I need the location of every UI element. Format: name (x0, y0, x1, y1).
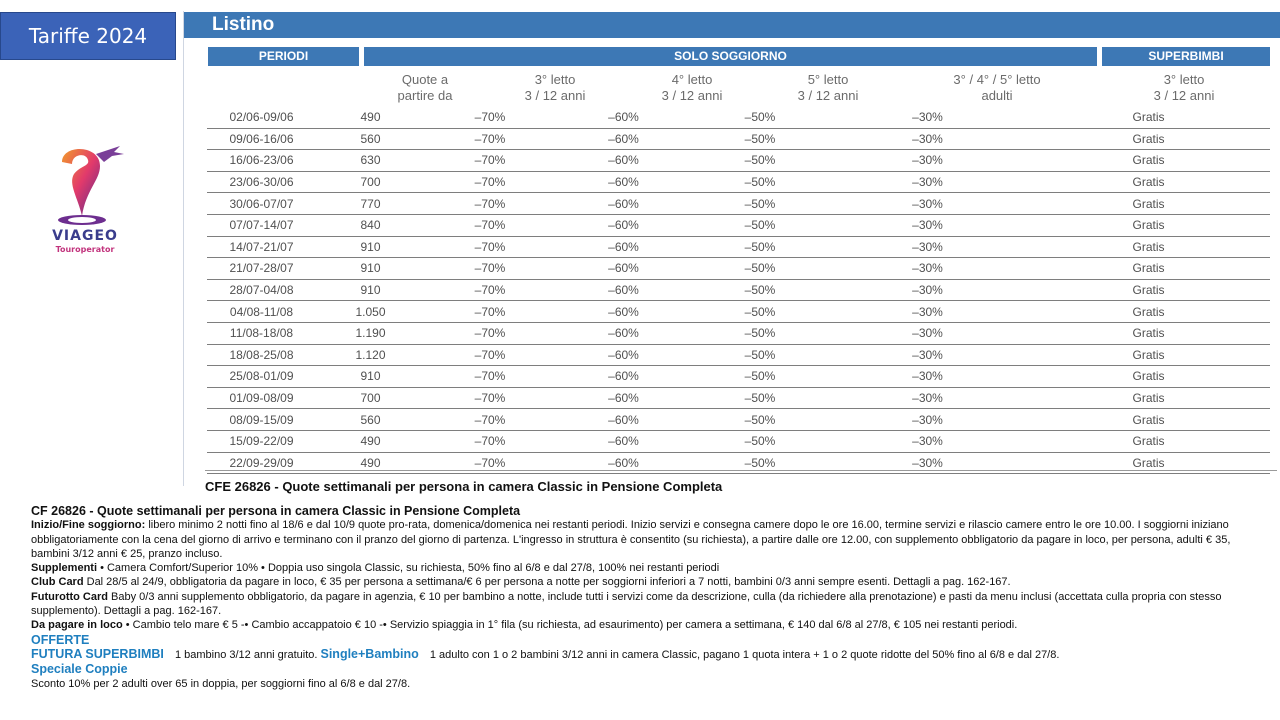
table-cell: Gratis (1027, 322, 1270, 344)
subheader-line2: 3 / 12 anni (661, 88, 723, 103)
offer-futura-label: FUTURA SUPERBIMBI (31, 646, 164, 661)
table-caption: CFE 26826 - Quote settimanali per persona in camera Classic in Pensione Completa (205, 470, 1277, 494)
table-cell: –50% (692, 150, 828, 172)
table-row (207, 344, 1270, 366)
table-cell: 630 (316, 150, 425, 172)
table-cell: –70% (425, 301, 555, 323)
table-cell: –50% (692, 171, 828, 193)
viageo-logo-icon (40, 140, 130, 230)
table-cell: 28/07-04/08 (207, 279, 316, 301)
note-inizio-label: Inizio/Fine soggiorno: (31, 519, 146, 532)
table-cell: –30% (828, 409, 1027, 431)
note-futurotto-label: Futurotto Card (31, 590, 108, 603)
note-club-card (31, 575, 1246, 589)
table-cell: –50% (692, 301, 828, 323)
table-cell: 14/07-21/07 (207, 236, 316, 258)
table-cell: 01/09-08/09 (207, 387, 316, 409)
table-cell: –60% (555, 279, 692, 301)
subheader-line2: 3 / 12 anni (1153, 88, 1215, 103)
table-cell: –50% (692, 322, 828, 344)
table-cell: –60% (555, 258, 692, 280)
table-cell: 15/09-22/09 (207, 430, 316, 452)
subheader-line1: Quote a (401, 72, 449, 87)
offer-futura (31, 647, 1246, 662)
table-cell: –60% (555, 344, 692, 366)
table-cell: –30% (828, 107, 1027, 128)
table-cell: –60% (555, 236, 692, 258)
table-cell: 560 (316, 409, 425, 431)
table-cell: –50% (692, 128, 828, 150)
price-table (207, 107, 1270, 474)
table-cell: –50% (692, 366, 828, 388)
logo-subtitle: Touroperator (55, 245, 115, 254)
table-cell: 560 (316, 128, 425, 150)
table-cell: –30% (828, 128, 1027, 150)
table-cell: –30% (828, 430, 1027, 452)
table-cell: 25/08-01/09 (207, 366, 316, 388)
table-cell: 910 (316, 236, 425, 258)
table-cell: Gratis (1027, 387, 1270, 409)
table-cell: 910 (316, 279, 425, 301)
table-cell: –30% (828, 214, 1027, 236)
subheader-5-letto (798, 72, 859, 104)
year-badge: Tariffe 2024 (0, 12, 176, 60)
subheader-superbimbi (1154, 72, 1215, 104)
subheader-adulti (953, 72, 1040, 104)
table-cell: 07/07-14/07 (207, 214, 316, 236)
table-cell: –70% (425, 387, 555, 409)
table-cell: –60% (555, 430, 692, 452)
table-cell: 1.050 (316, 301, 425, 323)
table-cell: –30% (828, 366, 1027, 388)
table-cell: –50% (692, 258, 828, 280)
table-row (207, 366, 1270, 388)
table-cell: Gratis (1027, 171, 1270, 193)
table-cell: Gratis (1027, 279, 1270, 301)
table-cell: –60% (555, 409, 692, 431)
subheader-line1: 4° letto (671, 72, 713, 87)
table-row (207, 387, 1270, 409)
note-inizio-text: libero minimo 2 notti fino al 18/6 e dal 10/9 quote pro-rata, domenica/domenica nei restanti periodi. Inizio servizi e consegna camere dopo le ore 16.00, termine servizi e rilascio camere entro le ore 10.00. I soggiorni iniziano obbligatoriamente con la cena del giorno di arrivo e terminano con il pranzo del giorno di partenza. L'ingresso in struttura è consentito (su richiesta), a partire dalle ore 12.00, con supplemento obbligatorio da pagare in loco, per persona, adulti € 35, bambini 3/12 anni € 25, pranzo incluso. (31, 519, 1231, 560)
table-cell: 09/06-16/06 (207, 128, 316, 150)
table-row (207, 171, 1270, 193)
note-futurotto-text: Baby 0/3 anni supplemento obbligatorio, da pagare in agenzia, € 10 per bambino a notte, include tutti i servizi come da descrizione, culla (da richiedere alla prenotazione) e pasti da menu inclusi (accettata culla propria con stesso supplemento). Dettagli a pag. 162-167. (31, 590, 1222, 618)
table-cell: –70% (425, 107, 555, 128)
table-cell: Gratis (1027, 150, 1270, 172)
table-cell: 910 (316, 258, 425, 280)
table-cell: –50% (692, 452, 828, 474)
table-cell: –70% (425, 258, 555, 280)
table-cell: –30% (828, 171, 1027, 193)
table-row (207, 107, 1270, 128)
subheader-line1: 3° / 4° / 5° letto (953, 72, 1041, 87)
table-cell: –60% (555, 107, 692, 128)
subheader-line2: adulti (981, 88, 1013, 103)
table-cell: Gratis (1027, 344, 1270, 366)
subheader-line1: 5° letto (807, 72, 849, 87)
table-cell: 08/09-15/09 (207, 409, 316, 431)
table-cell: –70% (425, 430, 555, 452)
table-cell: –60% (555, 301, 692, 323)
notes-section (31, 504, 1246, 691)
note-club-text: Dal 28/5 al 24/9, obbligatoria da pagare in loco, € 35 per persona a settimana/€ 6 per persona a notte per soggiorni inferiori a 7 notti, bambini 0/3 anni sempre esenti. Dettagli a pag. 162-167. (86, 576, 1011, 589)
table-row (207, 258, 1270, 280)
note-supplementi (31, 561, 1246, 575)
note-inizio (31, 518, 1246, 561)
table-cell: –60% (555, 214, 692, 236)
table-cell: 770 (316, 193, 425, 215)
table-cell: Gratis (1027, 236, 1270, 258)
table-cell: –60% (555, 366, 692, 388)
table-cell: Gratis (1027, 301, 1270, 323)
table-cell: –70% (425, 171, 555, 193)
table-cell: –70% (425, 236, 555, 258)
table-cell: 490 (316, 452, 425, 474)
listino-title-bar: Listino (184, 12, 1280, 38)
table-cell: –70% (425, 279, 555, 301)
table-cell: 840 (316, 214, 425, 236)
table-cell: –50% (692, 107, 828, 128)
table-cell: Gratis (1027, 128, 1270, 150)
table-cell: 21/07-28/07 (207, 258, 316, 280)
table-cell: –70% (425, 193, 555, 215)
notes-title: CF 26826 - Quote settimanali per persona in camera Classic in Pensione Completa (31, 504, 521, 518)
table-row (207, 322, 1270, 344)
table-cell: –30% (828, 322, 1027, 344)
table-cell: –70% (425, 366, 555, 388)
table-cell: 700 (316, 387, 425, 409)
note-da-pagare (31, 618, 1246, 632)
table-cell: Gratis (1027, 452, 1270, 474)
table-cell: –60% (555, 387, 692, 409)
table-cell: 1.190 (316, 322, 425, 344)
note-loco-text: • Cambio telo mare € 5 -• Cambio accappatoio € 10 -• Servizio spiaggia in 1° fila (su richiesta, ad esaurimento) per camera a settimana, € 140 dal 6/8 al 27/8, € 105 nei restanti periodi. (125, 619, 1018, 632)
subheader-quote (398, 72, 453, 104)
header-solo-soggiorno: SOLO SOGGIORNO (364, 47, 1097, 66)
table-row (207, 279, 1270, 301)
price-table-body (207, 107, 1270, 474)
table-cell: –50% (692, 387, 828, 409)
table-cell: 1.120 (316, 344, 425, 366)
table-cell: –50% (692, 236, 828, 258)
table-cell: –30% (828, 344, 1027, 366)
table-cell: –70% (425, 409, 555, 431)
table-cell: Gratis (1027, 258, 1270, 280)
table-row (207, 214, 1270, 236)
note-supplementi-label: Supplementi (31, 562, 98, 575)
table-cell: –50% (692, 409, 828, 431)
table-cell: Gratis (1027, 430, 1270, 452)
table-cell: 30/06-07/07 (207, 193, 316, 215)
table-cell: –30% (828, 387, 1027, 409)
subheader-line1: 3° letto (1163, 72, 1205, 87)
table-cell: –70% (425, 214, 555, 236)
table-cell: 18/08-25/08 (207, 344, 316, 366)
table-cell: 22/09-29/09 (207, 452, 316, 474)
table-cell: –30% (828, 150, 1027, 172)
subheader-line1: 3° letto (534, 72, 576, 87)
table-cell: 910 (316, 366, 425, 388)
table-cell: –50% (692, 214, 828, 236)
table-row (207, 150, 1270, 172)
note-futurotto (31, 590, 1246, 619)
table-cell: 04/08-11/08 (207, 301, 316, 323)
table-cell: –70% (425, 344, 555, 366)
note-supplementi-text: • Camera Comfort/Superior 10% • Doppia uso singola Classic, su richiesta, 50% fino al 6/8 e dal 27/8, 100% nei restanti periodi (100, 562, 720, 575)
table-cell: –60% (555, 128, 692, 150)
table-cell: –50% (692, 430, 828, 452)
subheader-line2: 3 / 12 anni (524, 88, 586, 103)
table-cell: –70% (425, 322, 555, 344)
note-loco-label: Da pagare in loco (31, 619, 123, 632)
table-cell: Gratis (1027, 409, 1270, 431)
table-row (207, 128, 1270, 150)
viageo-logo (30, 140, 140, 270)
table-cell: –50% (692, 344, 828, 366)
table-cell: Gratis (1027, 107, 1270, 128)
panel-divider (183, 11, 184, 486)
table-cell: –50% (692, 279, 828, 301)
table-cell: –30% (828, 236, 1027, 258)
table-cell: –60% (555, 171, 692, 193)
table-row (207, 301, 1270, 323)
header-superbimbi: SUPERBIMBI (1102, 47, 1270, 66)
table-cell: –60% (555, 322, 692, 344)
table-row (207, 430, 1270, 452)
offer-coppie-text: Sconto 10% per 2 adulti over 65 in doppia, per soggiorni fino al 6/8 e dal 27/8. (31, 677, 411, 690)
offer-single-text: 1 adulto con 1 o 2 bambini 3/12 anni in camera Classic, pagano 1 quota intera + 1 o 2 quote ridotte del 50% fino al 6/8 e dal 27/8. (429, 648, 1060, 661)
logo-name: VIAGEO (52, 228, 118, 244)
table-row (207, 193, 1270, 215)
table-cell: 02/06-09/06 (207, 107, 316, 128)
subheader-line2: 3 / 12 anni (797, 88, 859, 103)
table-cell: –60% (555, 193, 692, 215)
note-club-label: Club Card (31, 576, 84, 589)
table-cell: 23/06-30/06 (207, 171, 316, 193)
table-row (207, 409, 1270, 431)
table-cell: –30% (828, 301, 1027, 323)
table-cell: 490 (316, 107, 425, 128)
subheader-3-letto (525, 72, 586, 104)
table-cell: 11/08-18/08 (207, 322, 316, 344)
subheader-line2: partire da (397, 88, 453, 103)
header-periodi: PERIODI (208, 47, 359, 66)
table-cell: –60% (555, 150, 692, 172)
table-cell: –30% (828, 279, 1027, 301)
offer-coppie-label: Speciale Coppie (31, 662, 128, 677)
table-cell: 16/06-23/06 (207, 150, 316, 172)
table-row (207, 236, 1270, 258)
table-cell: –70% (425, 150, 555, 172)
table-cell: –30% (828, 258, 1027, 280)
table-cell: –60% (555, 452, 692, 474)
table-cell: –70% (425, 128, 555, 150)
offer-single-label: Single+Bambino (320, 646, 419, 661)
table-cell: –30% (828, 452, 1027, 474)
table-cell: –70% (425, 452, 555, 474)
offerte-heading: OFFERTE (31, 632, 90, 647)
table-cell: –30% (828, 193, 1027, 215)
table-cell: –50% (692, 193, 828, 215)
offer-futura-text: 1 bambino 3/12 anni gratuito. (174, 648, 318, 661)
table-cell: 490 (316, 430, 425, 452)
table-cell: 700 (316, 171, 425, 193)
table-cell: Gratis (1027, 214, 1270, 236)
table-cell: Gratis (1027, 193, 1270, 215)
table-cell: Gratis (1027, 366, 1270, 388)
subheader-4-letto (662, 72, 723, 104)
